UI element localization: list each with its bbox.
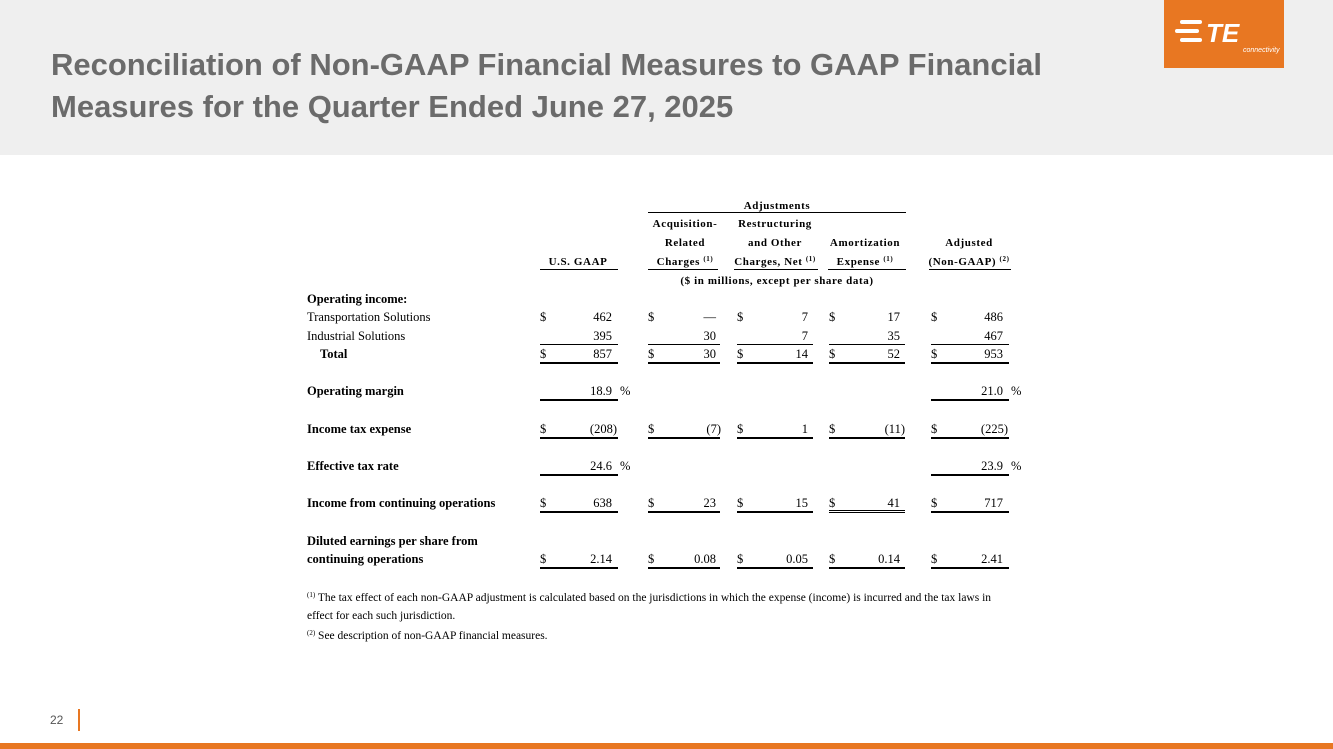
te-connectivity-logo [1164,0,1284,68]
cell-value: 486 [984,310,1003,324]
te-logo-icon [1164,0,1284,68]
underline [737,511,813,513]
row-label: Income tax expense [307,422,412,436]
underline [931,567,1009,569]
cell-value: 857 [593,347,612,361]
underline [540,344,618,345]
dollar-sign: $ [737,496,744,510]
dollar-sign: $ [829,310,836,324]
col-rule [540,269,618,270]
underline [931,399,1009,401]
dollar-sign: $ [829,552,836,566]
dollar-sign: $ [931,422,938,436]
dollar-sign: $ [737,552,744,566]
cell-value: 0.05 [786,552,808,566]
dollar-sign: $ [931,496,938,510]
dollar-sign: $ [931,552,938,566]
row-label: Effective tax rate [307,459,399,473]
cell-value: 638 [593,496,612,510]
underline [540,399,618,401]
dollar-sign: $ [737,347,744,361]
dollar-sign: $ [737,310,744,324]
underline [931,437,1009,439]
col-header-restr-2: and Other [748,237,802,249]
cell-value: (11) [884,422,905,436]
dollar-sign: $ [540,310,547,324]
col-header-acq-3: Charges $^{(1)}$ [656,255,714,268]
cell-value: — [703,310,716,324]
cell-value: 467 [984,329,1003,343]
adjustments-header: Adjustments [743,200,811,212]
percent-sign: % [1011,384,1022,398]
underline [931,362,1009,364]
cell-value: 953 [984,347,1003,361]
underline [648,362,720,364]
cell-value: (208) [589,422,617,436]
percent-sign: % [1011,459,1022,473]
dollar-sign: $ [648,496,655,510]
dollar-sign: $ [540,347,547,361]
cell-value: 15 [795,496,808,510]
cell-value: (7) [706,422,721,436]
dollar-sign: $ [648,347,655,361]
cell-value: 7 [801,329,808,343]
adjustments-rule [648,212,906,213]
col-rule [734,269,818,270]
underline [540,362,618,364]
underline [829,510,905,513]
cell-value: 0.14 [878,552,900,566]
row-label: Diluted earnings per share from [307,534,478,548]
svg-text:connectivity: connectivity [1243,47,1280,54]
underline [540,567,618,569]
percent-sign: % [620,384,631,398]
underline [648,511,720,513]
svg-text:TE: TE [1206,18,1240,48]
col-rule [929,269,1011,270]
cell-value: 21.0 [981,384,1003,398]
underline [931,474,1009,476]
underline [931,344,1009,345]
percent-sign: % [620,459,631,473]
underline [540,511,618,513]
row-label: Industrial Solutions [307,329,406,343]
col-header-usgaap: U.S. GAAP [548,256,608,268]
underline [829,567,905,569]
page-title: Reconciliation of Non-GAAP Financial Measures to GAAP Financial Measures for the Quarter Ended June 27, 2025 [51,47,1043,124]
dollar-sign: $ [829,496,836,510]
units-note: ($ in millions, except per share data) [680,275,874,287]
dollar-sign: $ [648,310,655,324]
cell-value: 30 [703,347,716,361]
cell-value: 35 [887,329,900,343]
footnote-1: $^{(1)}$ The tax effect of each non-GAAP adjustment is calculated based on the jurisdictions in which the expense (income) is incurred and the tax laws in effect for each such jurisdiction. [307,591,992,622]
section-label-operating-income: Operating income: [307,292,408,306]
underline [931,511,1009,513]
cell-value: 2.14 [590,552,612,566]
cell-value: 395 [593,329,612,343]
col-header-amort-2: Amortization [829,237,901,249]
underline [540,437,618,439]
underline [737,362,813,364]
cell-value: 17 [887,310,900,324]
dollar-sign: $ [540,422,547,436]
underline [737,344,813,345]
row-label: Total [320,347,348,361]
col-header-adj-2: Adjusted [945,237,993,249]
row-label: Operating margin [307,384,404,398]
row-label: Income from continuing operations [307,496,496,510]
cell-value: 14 [795,347,808,361]
cell-value: 0.08 [694,552,716,566]
col-rule [828,269,906,270]
col-header-restr-1: Restructuring [738,218,812,230]
dollar-sign: $ [931,347,938,361]
col-rule [648,269,718,270]
underline [737,567,813,569]
underline [648,437,720,439]
col-header-acq-1: Acquisition- [652,218,718,230]
cell-value: 23.9 [981,459,1003,473]
cell-value: 717 [984,496,1003,510]
dollar-sign: $ [829,422,836,436]
dollar-sign: $ [648,552,655,566]
dollar-sign: $ [737,422,744,436]
underline [829,362,905,364]
cell-value: 2.41 [981,552,1003,566]
cell-value: 462 [593,310,612,324]
cell-value: (225) [980,422,1008,436]
dollar-sign: $ [829,347,836,361]
cell-value: 7 [801,310,808,324]
col-header-adj-3: (Non-GAAP) $^{(2)}$ [928,255,1010,268]
col-header-restr-3: Charges, Net $^{(1)}$ [734,255,816,268]
cell-value: 18.9 [590,384,612,398]
page-number-divider [78,709,80,731]
page-number: 22 [50,713,64,727]
dollar-sign: $ [648,422,655,436]
dollar-sign: $ [540,496,547,510]
col-header-acq-2: Related [664,237,706,249]
underline [540,474,618,476]
underline [648,344,720,345]
footnote-2: $^{(2)}$ See description of non-GAAP financial measures. [307,629,548,642]
cell-value: 23 [703,496,716,510]
col-header-amort-3: Expense $^{(1)}$ [836,255,894,268]
row-label: Transportation Solutions [307,310,431,324]
cell-value: 30 [703,329,716,343]
cell-value: 52 [887,347,900,361]
underline [737,437,813,439]
cell-value: 24.6 [590,459,612,473]
underline [829,344,905,345]
dollar-sign: $ [540,552,547,566]
underline [829,437,905,439]
cell-value: 41 [887,496,900,510]
cell-value: 1 [801,422,808,436]
row-label: continuing operations [307,552,424,566]
footer-band [0,743,1333,749]
underline [648,567,720,569]
dollar-sign: $ [931,310,938,324]
